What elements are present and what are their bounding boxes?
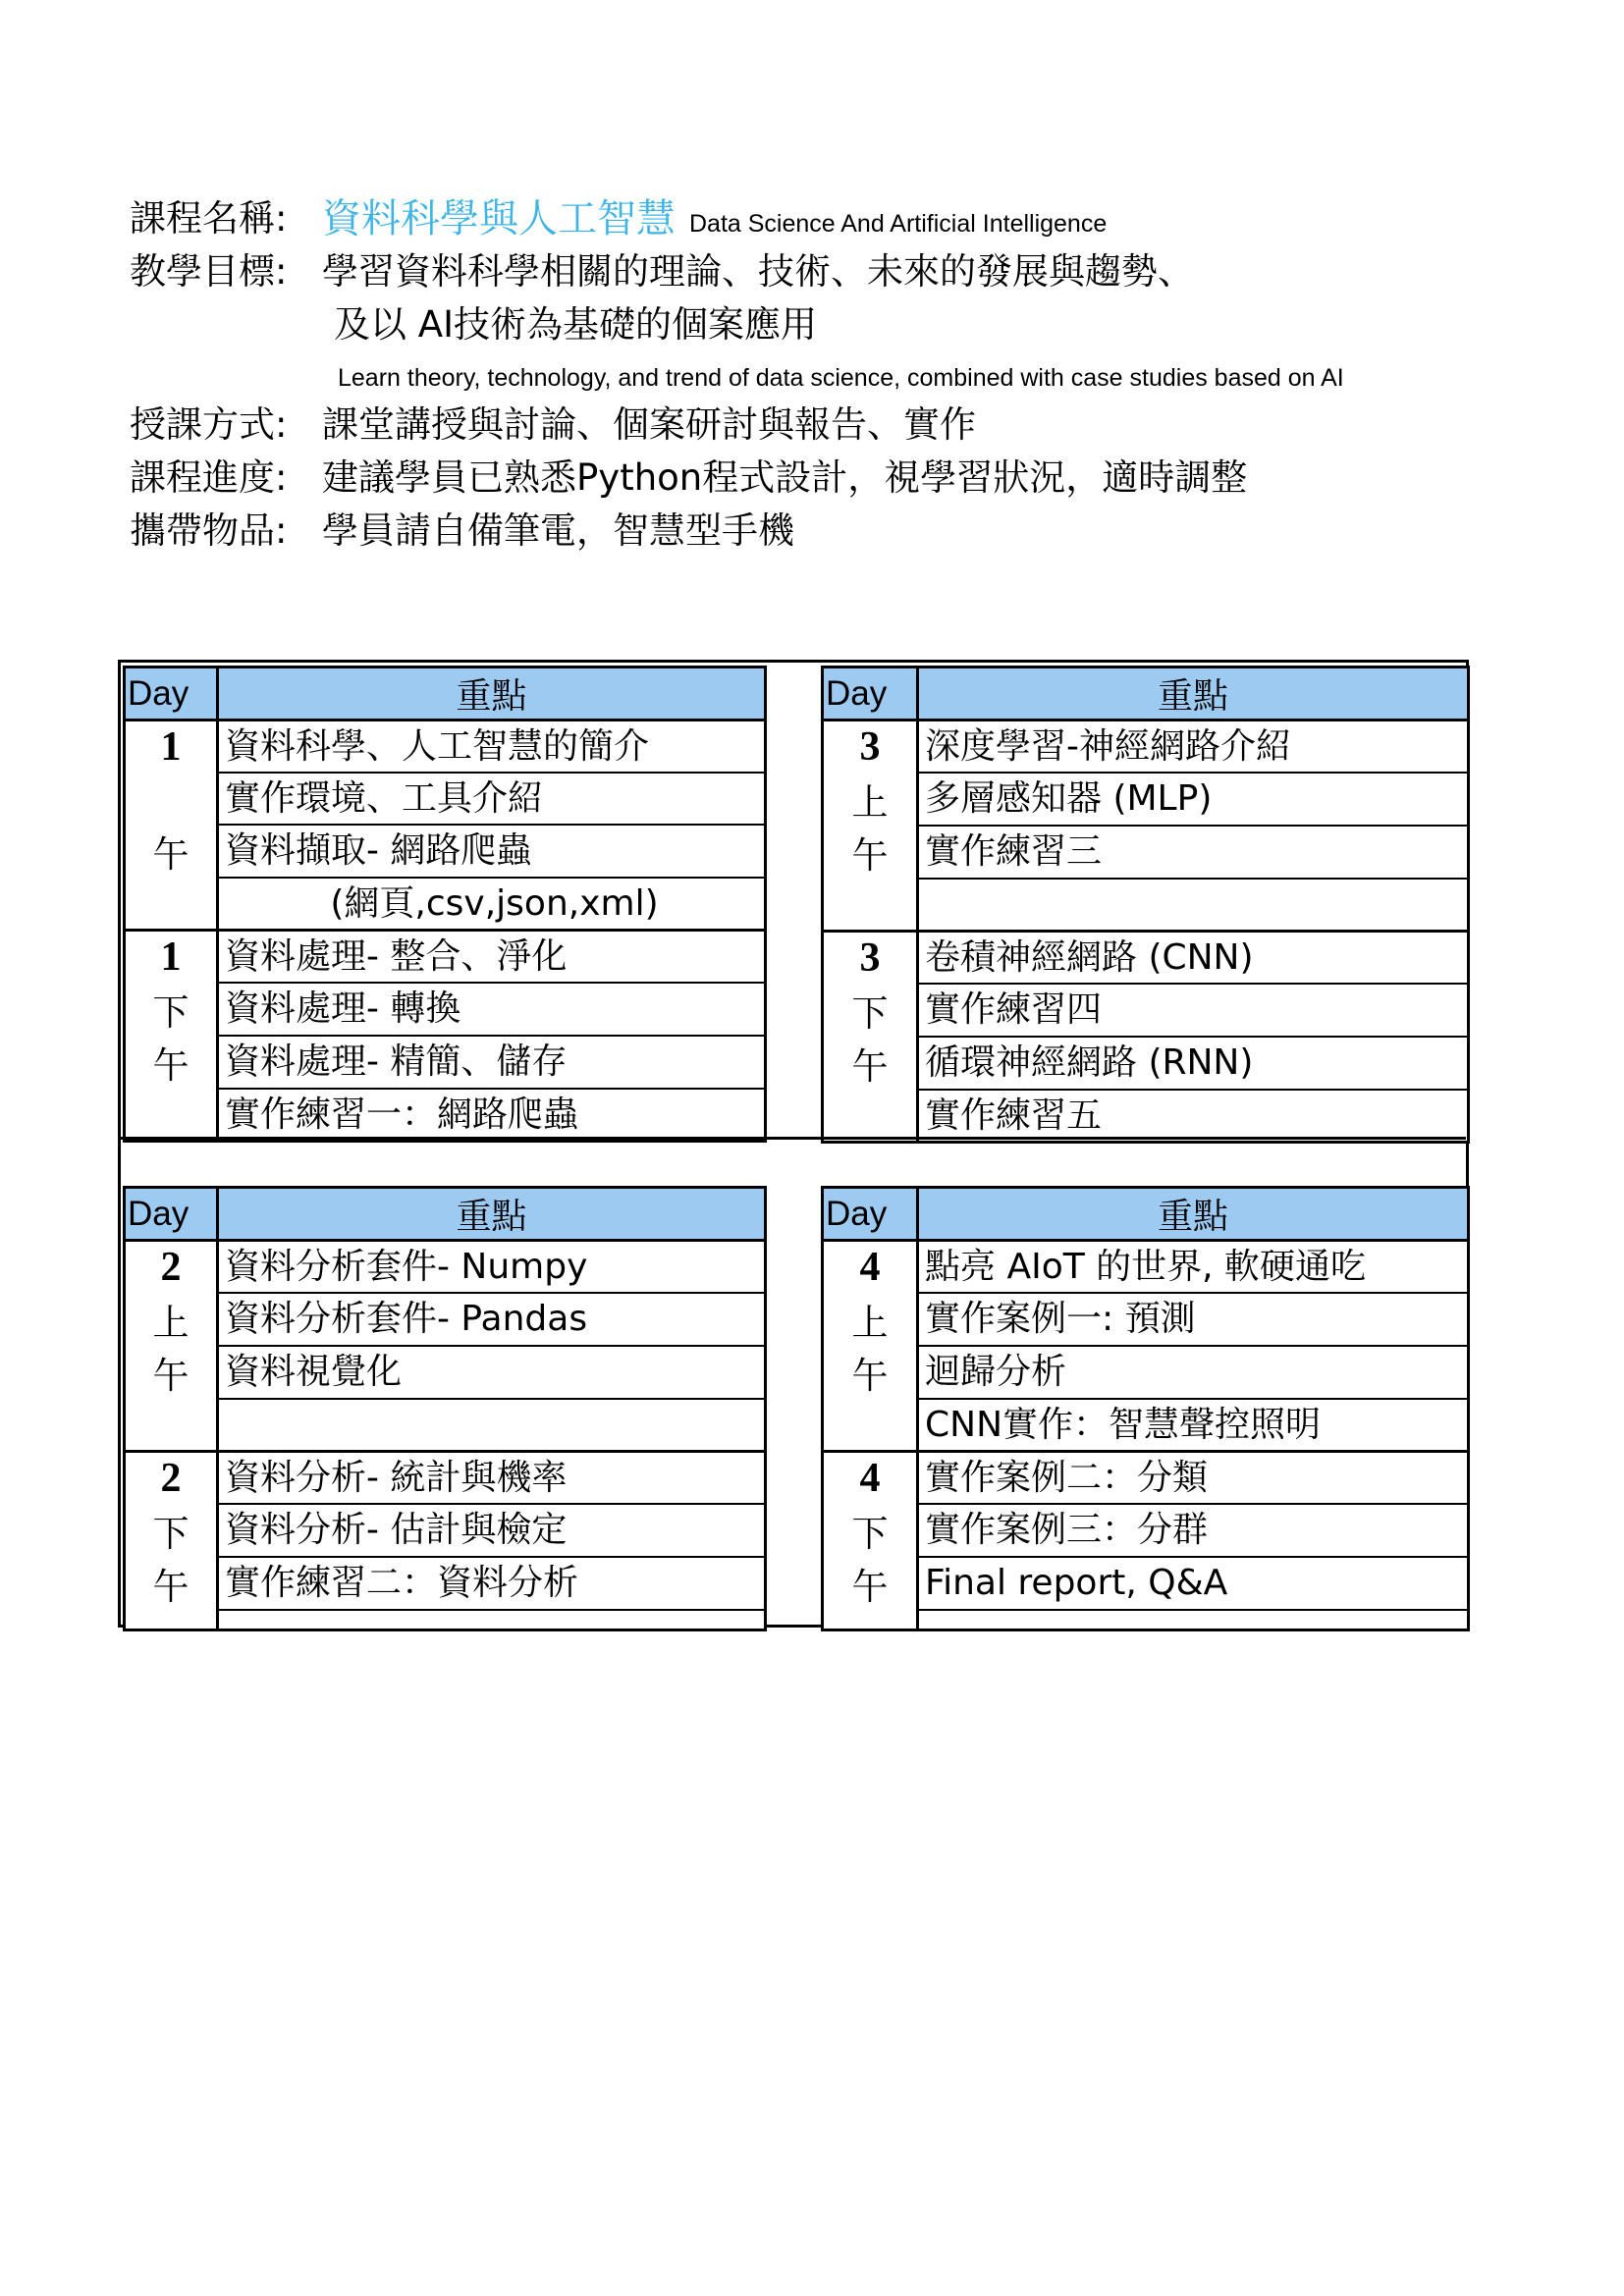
topic-cell: 實作案例一: 預測 xyxy=(918,1293,1468,1346)
topic-cell: Final report, Q&A xyxy=(918,1557,1468,1610)
day-number: 2 xyxy=(126,1452,218,1505)
session-char: 午 xyxy=(824,1557,918,1610)
objective-label: 教學目標: xyxy=(130,250,288,293)
objective-en-line xyxy=(130,351,1406,399)
day-header: Day xyxy=(824,1189,918,1241)
course-title-en: Data Science And Artificial Intelligence xyxy=(689,210,1108,238)
items-label: 攜帶物品: xyxy=(130,509,288,552)
topic-cell: 卷積神經網路 (CNN) xyxy=(918,932,1468,985)
topic-cell: 實作練習四 xyxy=(918,984,1468,1037)
session-char: 下 xyxy=(824,984,918,1037)
session-char: 午 xyxy=(824,1346,918,1399)
session-char: 午 xyxy=(824,1037,918,1090)
session-char: 下 xyxy=(126,983,218,1036)
progress-text: 建議學員已熟悉Python程式設計，視學習狀況，適時調整 xyxy=(322,456,1248,499)
topic-cell: 實作練習五 xyxy=(925,1095,1103,1136)
schedule-block-day2 xyxy=(123,1186,767,1631)
topic-cell: 實作練習三 xyxy=(918,826,1468,879)
session-char: 午 xyxy=(126,1557,218,1610)
topic-cell: 循環神經網路 (RNN) xyxy=(918,1037,1468,1090)
day-number: 3 xyxy=(824,932,918,985)
topic-cell: 資料分析套件- Numpy xyxy=(218,1241,765,1294)
items-text: 學員請自備筆電，智慧型手機 xyxy=(322,509,794,552)
topic-cell: 資料處理- 轉換 xyxy=(218,983,765,1036)
day-number: 1 xyxy=(126,931,218,984)
key-header: 重點 xyxy=(218,668,765,721)
course-info xyxy=(130,192,1406,558)
day-number: 4 xyxy=(824,1452,918,1505)
items-line xyxy=(130,505,1406,558)
topic-cell: CNN實作：智慧聲控照明 xyxy=(918,1399,1468,1452)
session-char: 午 xyxy=(126,1036,218,1089)
topic-cell: 資料擷取- 網路爬蟲 xyxy=(218,825,765,878)
topic-cell: 資料視覺化 xyxy=(218,1346,765,1399)
session-char: 下 xyxy=(126,1504,218,1557)
day-header: Day xyxy=(126,1189,218,1241)
day-header: Day xyxy=(126,668,218,721)
session-char: 午 xyxy=(126,1346,218,1399)
topic-cell xyxy=(918,1610,1468,1629)
objective-line xyxy=(130,245,1406,298)
key-header: 重點 xyxy=(918,668,1468,721)
method-text: 課堂講授與討論、個案研討與報告、實作 xyxy=(322,403,976,446)
key-header: 重點 xyxy=(918,1189,1468,1241)
session-char: 午 xyxy=(824,826,918,879)
topic-cell: 資料科學、人工智慧的簡介 xyxy=(218,721,765,774)
schedule-block-day1 xyxy=(123,666,767,1143)
session-char: 午 xyxy=(126,825,218,878)
topic-cell: 資料處理- 精簡、儲存 xyxy=(218,1036,765,1089)
topic-cell: 迴歸分析 xyxy=(918,1346,1468,1399)
topic-cell: (網頁,csv,json,xml) xyxy=(218,878,765,931)
day-header: Day xyxy=(824,668,918,721)
day-number: 1 xyxy=(126,721,218,774)
session-char: 上 xyxy=(824,1293,918,1346)
topic-cell xyxy=(218,1610,765,1629)
method-line xyxy=(130,399,1406,452)
topic-cell: 實作案例三：分群 xyxy=(918,1504,1468,1557)
session-char xyxy=(126,773,218,825)
session-char: 上 xyxy=(824,773,918,826)
topic-cell: 資料分析- 估計與檢定 xyxy=(218,1504,765,1557)
objective-text-2: 及以 AI技術為基礎的個案應用 xyxy=(334,303,817,346)
day-number: 3 xyxy=(824,721,918,774)
session-char: 下 xyxy=(824,1504,918,1557)
course-title: 資料科學與人工智慧 xyxy=(322,196,676,241)
topic-cell xyxy=(218,1399,765,1452)
topic-cell: 資料處理- 整合、淨化 xyxy=(218,931,765,984)
day-number: 2 xyxy=(126,1241,218,1294)
objective-text-1: 學習資料科學相關的理論、技術、未來的發展與趨勢、 xyxy=(322,250,1194,293)
topic-cell: 資料分析- 統計與機率 xyxy=(218,1452,765,1505)
topic-cell: 深度學習-神經網路介紹 xyxy=(918,721,1468,774)
key-header: 重點 xyxy=(218,1189,765,1241)
method-label: 授課方式: xyxy=(130,403,288,446)
topic-cell: 實作練習二：資料分析 xyxy=(218,1557,765,1610)
schedule-block-day3 xyxy=(821,666,1470,1144)
topic-cell xyxy=(918,879,1468,932)
topic-cell: 實作環境、工具介紹 xyxy=(218,773,765,825)
topic-cell: 多層感知器 (MLP) xyxy=(918,773,1468,826)
topic-cell: 點亮 AIoT 的世界, 軟硬通吃 xyxy=(918,1241,1468,1294)
topic-cell: 資料分析套件- Pandas xyxy=(218,1293,765,1346)
objective-line-2 xyxy=(130,298,1406,351)
session-char: 上 xyxy=(126,1293,218,1346)
course-name-line xyxy=(130,192,1406,245)
day-number: 4 xyxy=(824,1241,918,1294)
course-name-label: 課程名稱: xyxy=(130,197,288,240)
objective-text-en: Learn theory, technology, and trend of data science, combined with case studies based on AI xyxy=(338,364,1344,392)
schedule-block-day4 xyxy=(821,1186,1470,1631)
topic-cell: 實作練習一：網路爬蟲 xyxy=(225,1094,579,1135)
progress-line xyxy=(130,452,1406,505)
progress-label: 課程進度: xyxy=(130,456,288,499)
topic-cell: 實作案例二：分類 xyxy=(918,1452,1468,1505)
middle-divider xyxy=(121,1137,1466,1140)
